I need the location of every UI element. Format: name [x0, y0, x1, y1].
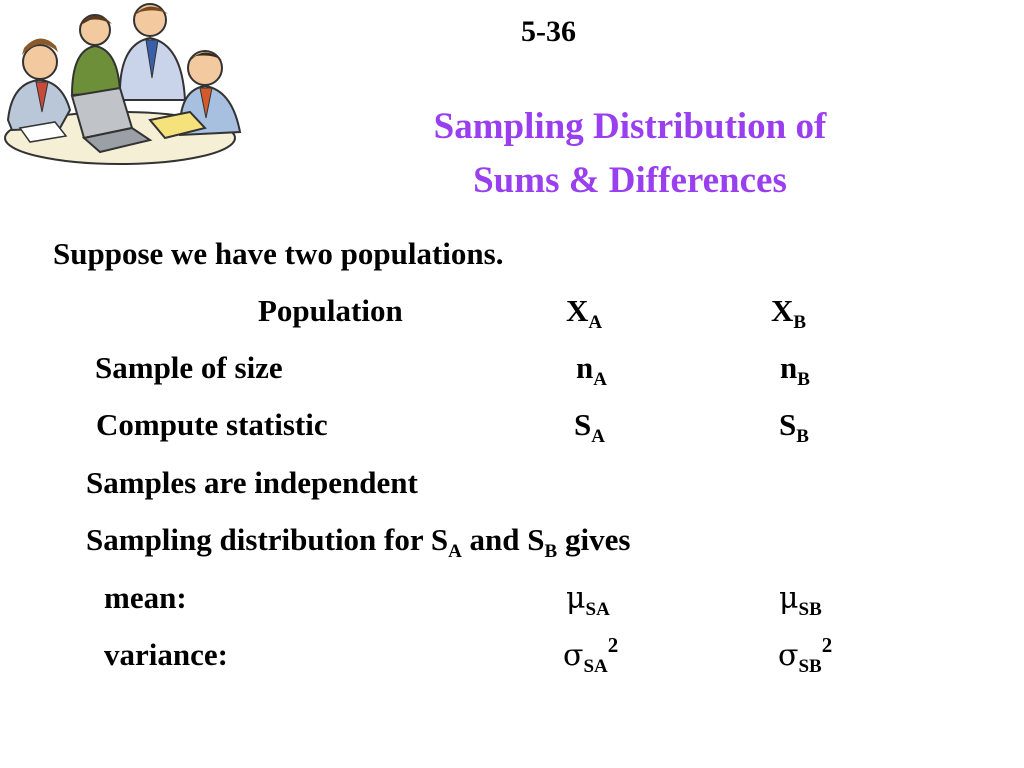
statistic-b-sub: B — [796, 426, 809, 447]
variance-a — [563, 633, 619, 677]
mean-a-sub: SA — [585, 599, 610, 620]
population-a — [566, 293, 603, 333]
sample-size-a — [576, 350, 607, 390]
mu-symbol-b: μ — [779, 581, 799, 616]
statistic-b-base: S — [779, 407, 797, 442]
sample-size-a-sub: A — [593, 369, 607, 390]
variance-a-sup: 2 — [607, 633, 619, 657]
population-b-base: X — [771, 293, 794, 328]
variance-a-sub: SA — [583, 656, 608, 677]
population-b-sub: B — [793, 312, 807, 333]
mean-b-sub: SB — [798, 599, 822, 620]
mean-label: mean: — [104, 580, 187, 615]
statistic-a — [574, 407, 605, 447]
population-b — [771, 293, 807, 333]
statistic-a-base: S — [574, 407, 592, 442]
statistic-a-sub: A — [591, 426, 605, 447]
variance-b-sup: 2 — [821, 633, 833, 657]
statistic-label: Compute statistic — [96, 407, 328, 442]
title-line-2: Sums & Differences — [473, 160, 787, 201]
sample-size-a-base: n — [576, 350, 594, 385]
mu-symbol-a: μ — [566, 581, 586, 616]
variance-label: variance: — [104, 637, 228, 672]
intro-text: Suppose we have two populations. — [53, 236, 504, 271]
population-label: Population — [258, 293, 403, 328]
sample-size-b — [780, 350, 810, 390]
team-meeting-clipart — [0, 0, 260, 170]
sample-size-b-sub: B — [797, 369, 810, 390]
variance-b-sub: SB — [798, 656, 822, 677]
population-a-sub: A — [588, 312, 603, 333]
sample-size-label: Sample of size — [95, 350, 283, 385]
sampling-suffix: gives — [557, 522, 631, 557]
mean-b — [779, 580, 822, 620]
title-line-1: Sampling Distribution of — [433, 106, 827, 147]
slide-title — [350, 100, 910, 208]
sampling-b-sub: B — [544, 541, 558, 562]
variance-b — [778, 633, 833, 677]
sampling-distribution-text — [86, 522, 631, 562]
sample-size-b-base: n — [780, 350, 798, 385]
independence-text: Samples are independent — [86, 465, 418, 500]
sigma-symbol-a: σ — [563, 638, 584, 673]
sampling-a-sub: A — [448, 541, 462, 562]
page-number: 5-36 — [521, 15, 576, 48]
statistic-b — [779, 407, 809, 447]
mean-a — [566, 580, 610, 620]
sampling-middle: and S — [461, 522, 545, 557]
sampling-prefix: Sampling distribution for S — [86, 522, 449, 557]
population-a-base: X — [566, 293, 589, 328]
sigma-symbol-b: σ — [778, 638, 799, 673]
